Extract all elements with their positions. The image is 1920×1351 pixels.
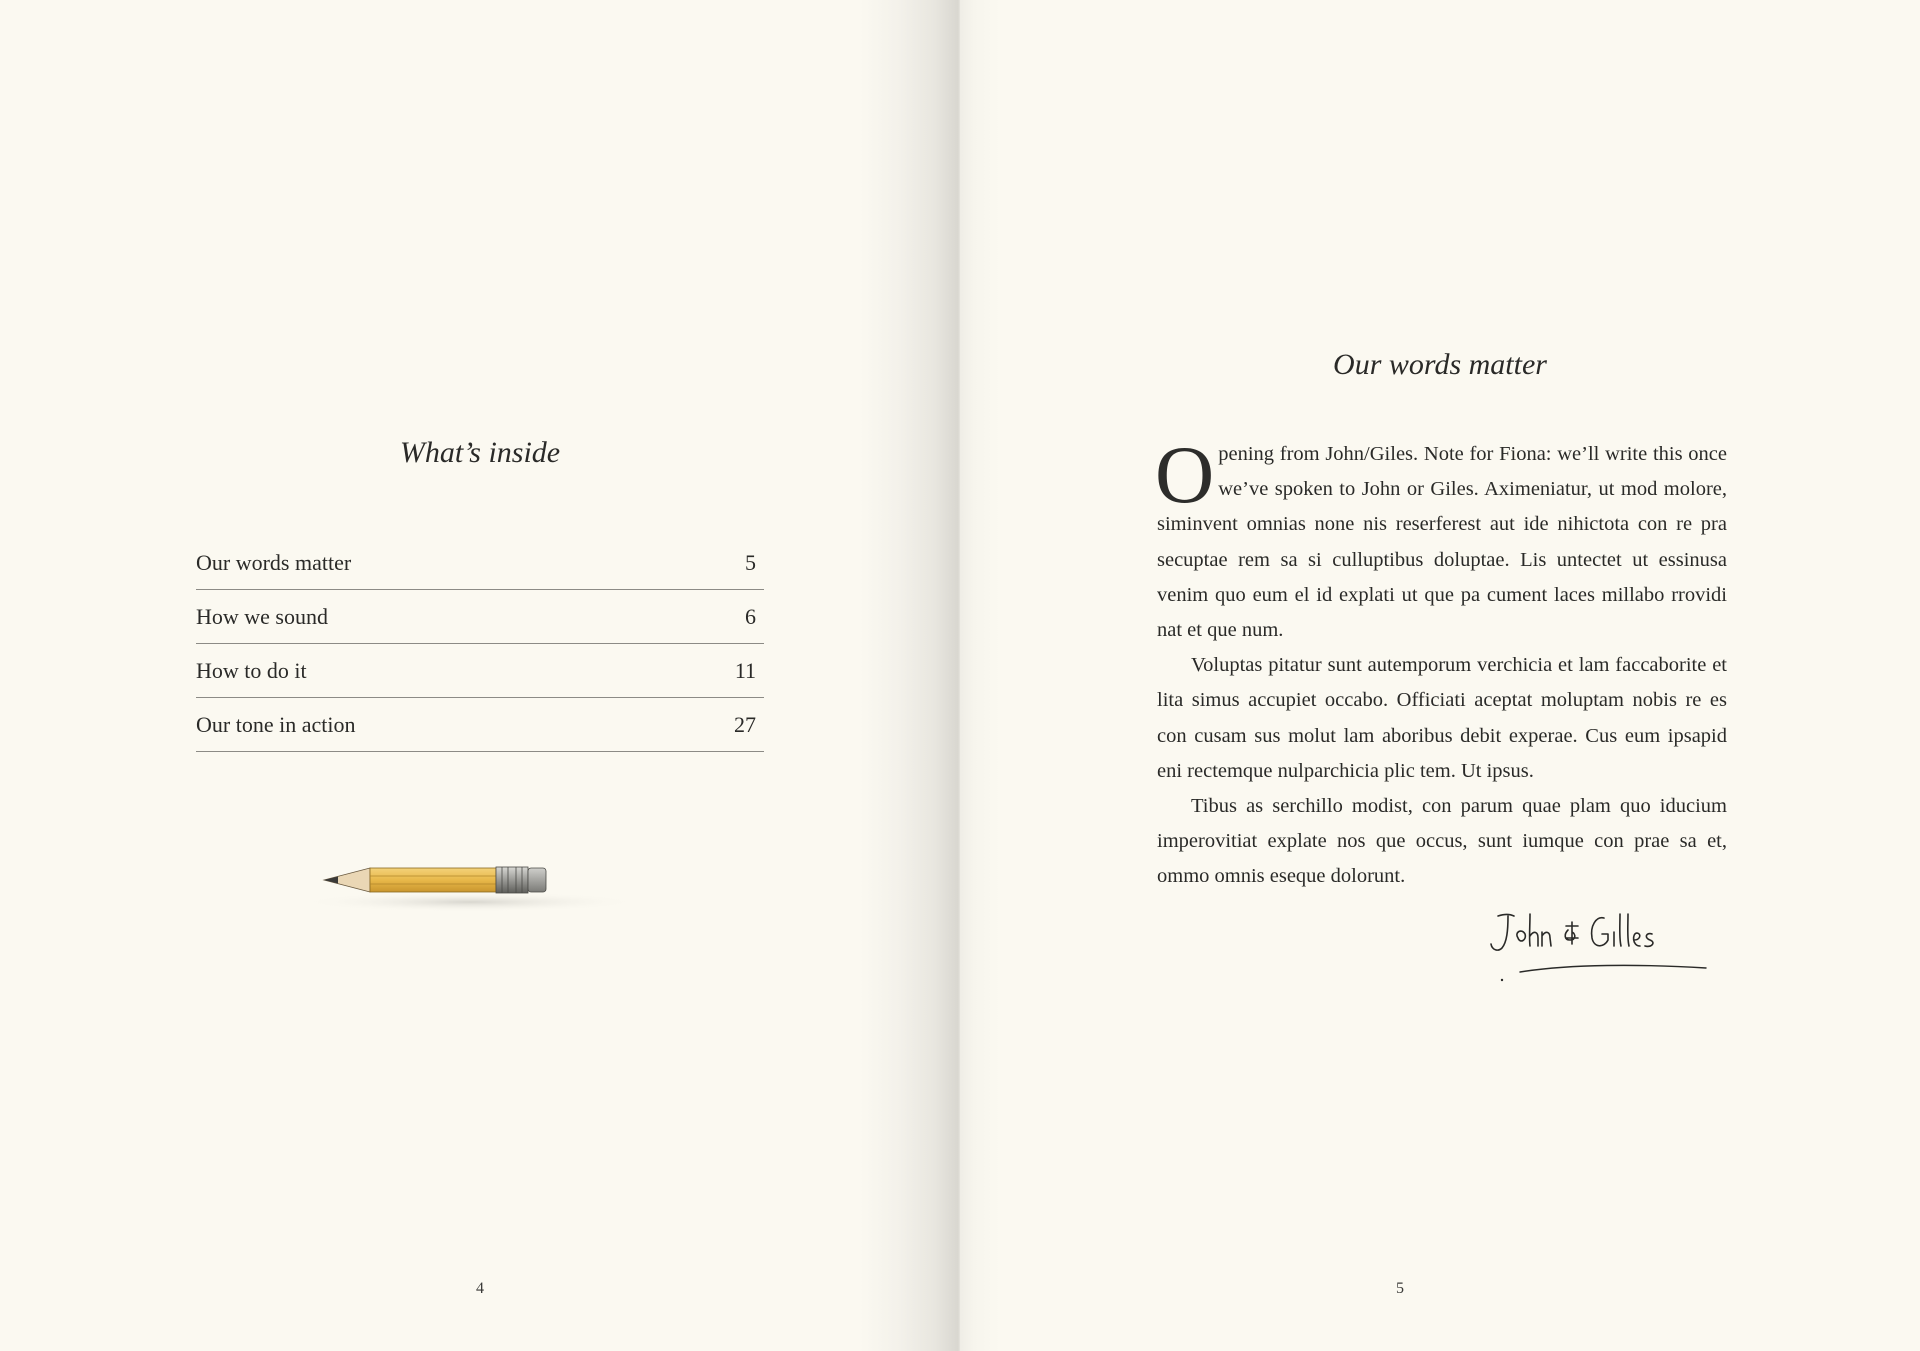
right-page: [960, 0, 1920, 1351]
article-heading: Our words matter: [1333, 348, 1547, 381]
toc-row[interactable]: [196, 698, 764, 752]
toc-row-page: 27: [734, 711, 756, 737]
table-of-contents: [196, 536, 764, 752]
handwritten-signature-icon: [1480, 900, 1720, 990]
toc-row-page: 6: [745, 603, 756, 629]
pencil-illustration: [290, 850, 650, 930]
toc-row[interactable]: [196, 644, 764, 698]
page-number-left: 4: [476, 1280, 484, 1297]
toc-row-label: Our words matter: [196, 549, 352, 575]
toc-row[interactable]: [196, 536, 764, 590]
contents-heading: What’s inside: [399, 436, 561, 469]
toc-row[interactable]: [196, 590, 764, 644]
toc-row-label: Our tone in action: [196, 711, 356, 737]
toc-row-page: 11: [734, 657, 756, 683]
toc-row-label: How to do it: [196, 657, 307, 683]
toc-row-label: How we sound: [196, 603, 328, 629]
toc-row-page: 5: [745, 549, 756, 575]
article-paragraph-text: pening from John/Giles. Note for Fiona: we’ll write this once we’ve spoken to John or Giles. Aximeniatur, ut mod molore, siminvent omnias none nis reserferest aut ide nihictota con re pra secuptae rem sa si culluptibus doluptae. Lis untectet ut essinusa venim quo eum el id explati ut que pa cument laces millabo rrovidi nat et que num.: [1157, 443, 1727, 642]
article-paragraph: Voluptas pitatur sunt autemporum verchicia et lam faccaborite et lita simus accupiet occabo. Officiati aceptat moluptam nobis re es con cusam sus molut lam aboribus debit experae. Cus eum ipsapid eni rectemque nulparchicia plic tem. Ut ipsus.: [1157, 654, 1727, 782]
article-paragraph: Tibus as serchillo modist, con parum quae plam quo iducium imperovitiat explate nos que occus, sunt iumque con prae sa et, ommo omnis eseque dolorunt.: [1157, 795, 1727, 888]
pencil-icon: [290, 850, 650, 930]
signature: [1480, 900, 1720, 990]
page-number-right: 5: [1396, 1280, 1404, 1297]
article-body: [1155, 429, 1727, 895]
article-paragraph: [1155, 429, 1727, 648]
drop-cap: O: [1155, 429, 1215, 520]
